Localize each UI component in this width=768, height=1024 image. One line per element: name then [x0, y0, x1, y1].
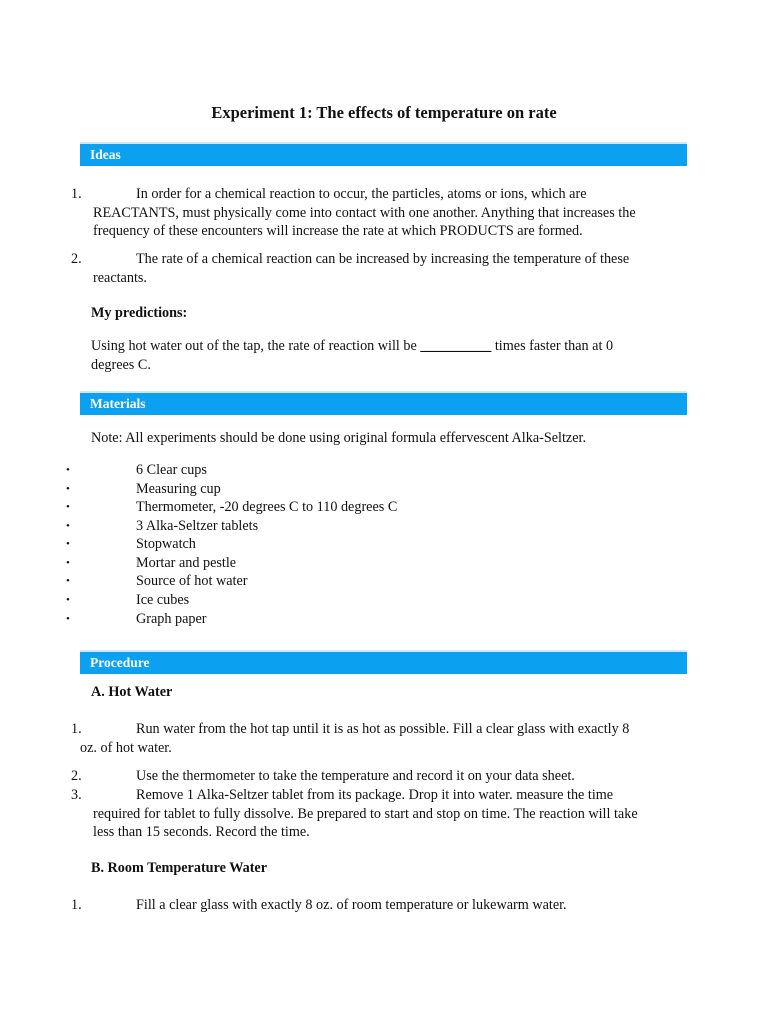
- material-item: Measuring cup: [136, 481, 221, 497]
- material-item: 6 Clear cups: [136, 462, 207, 478]
- predictions-heading: My predictions:: [91, 305, 188, 321]
- hot-step-1-line-1: Run water from the hot tap until it is as hot as possible. Fill a clear glass with exactly 8: [136, 721, 630, 737]
- hot-step-1-line-2: oz. of hot water.: [80, 740, 172, 756]
- material-item: Stopwatch: [136, 536, 196, 552]
- idea-1-line-3: frequency of these encounters will increase the rate at which PRODUCTS are formed.: [93, 223, 583, 239]
- hot-step-2: Use the thermometer to take the temperature and record it on your data sheet.: [136, 768, 575, 784]
- prediction-line-2: degrees C.: [91, 357, 151, 373]
- bullet-icon: •: [66, 501, 70, 513]
- bullet-icon: •: [66, 483, 70, 495]
- hot-water-heading: A. Hot Water: [91, 684, 173, 700]
- hot-step-3-line-1: Remove 1 Alka-Seltzer tablet from its package. Drop it into water. measure the time: [136, 787, 614, 803]
- hot-step-3-line-2: required for tablet to fully dissolve. Be prepared to start and stop on time. The reaction will take: [93, 806, 638, 822]
- hot-step-3-line-3: less than 15 seconds. Record the time.: [93, 824, 310, 840]
- list-number: 2.: [71, 251, 82, 267]
- list-number: 3.: [71, 787, 82, 803]
- room-temp-heading: B. Room Temperature Water: [91, 860, 268, 876]
- material-item: 3 Alka-Seltzer tablets: [136, 518, 259, 534]
- list-number: 1.: [71, 721, 82, 737]
- idea-1-line-1: In order for a chemical reaction to occur, the particles, atoms or ions, which are: [136, 186, 587, 202]
- material-item: Graph paper: [136, 611, 207, 627]
- bullet-icon: •: [66, 594, 70, 606]
- material-item: Mortar and pestle: [136, 555, 237, 571]
- material-item: Thermometer, -20 degrees C to 110 degrees C: [136, 499, 398, 515]
- bullet-icon: •: [66, 557, 70, 569]
- prediction-text: Using hot water out of the tap, the rate of reaction will be: [91, 338, 421, 354]
- section-header-procedure: Procedure: [80, 650, 687, 674]
- bullet-icon: •: [66, 613, 70, 625]
- prediction-blank: __________: [420, 338, 492, 354]
- section-header-ideas: Ideas: [80, 142, 687, 166]
- room-step-1: Fill a clear glass with exactly 8 oz. of room temperature or lukewarm water.: [136, 897, 567, 913]
- bullet-icon: •: [66, 538, 70, 550]
- bullet-icon: •: [66, 520, 70, 532]
- material-item: Source of hot water: [136, 573, 248, 589]
- list-number: 1.: [71, 186, 82, 202]
- prediction-line-1: [91, 337, 613, 356]
- bullet-icon: •: [66, 464, 70, 476]
- bullet-icon: •: [66, 575, 70, 587]
- idea-1-line-2: REACTANTS, must physically come into contact with one another. Anything that increases the: [93, 205, 636, 221]
- document-title: Experiment 1: The effects of temperature on rate: [211, 103, 557, 122]
- materials-note: Note: All experiments should be done using original formula effervescent Alka-Seltzer.: [91, 430, 586, 446]
- idea-2-line-1: The rate of a chemical reaction can be increased by increasing the temperature of these: [136, 251, 630, 267]
- material-item: Ice cubes: [136, 592, 190, 608]
- list-number: 2.: [71, 768, 82, 784]
- idea-2-line-2: reactants.: [93, 270, 147, 286]
- section-header-materials: Materials: [80, 391, 687, 415]
- prediction-text-end: times faster than at 0: [491, 338, 614, 354]
- list-number: 1.: [71, 897, 82, 913]
